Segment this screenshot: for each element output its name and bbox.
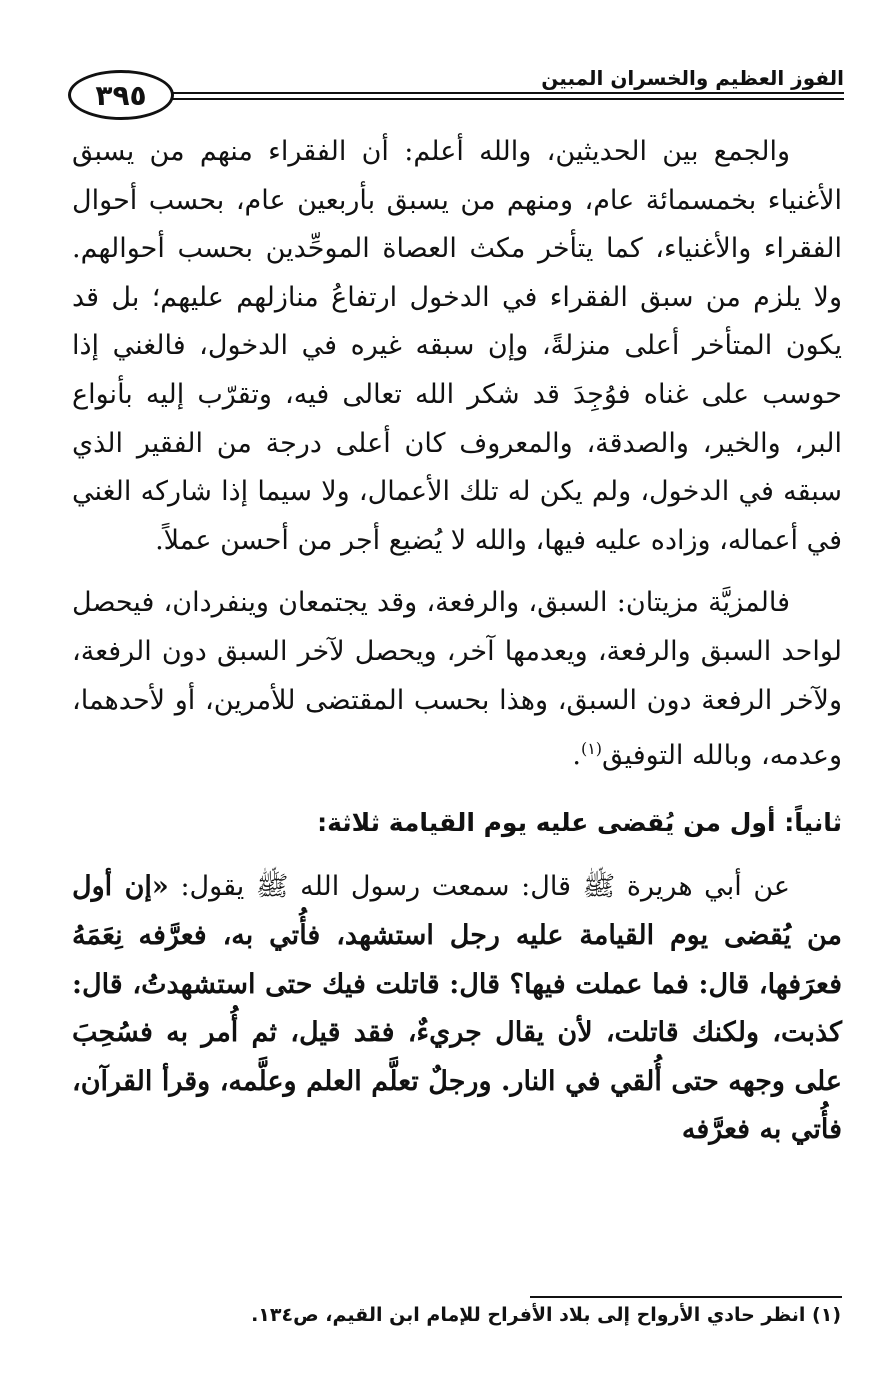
header-rule-top [172,92,844,94]
header-rule-bottom [172,98,844,100]
footnote-reference[interactable]: (١) [580,739,603,759]
section-heading: ثانياً: أول من يُقضى عليه يوم القيامة ثلاثة: [317,807,842,837]
page-header [68,66,844,128]
paragraph-3-intro: عن أبي هريرة ﷺ قال: سمعت رسول الله ﷺ يقول: [168,871,790,903]
paragraph-3 [72,863,842,1155]
hadith-text: «إن أول من يُقضى يوم القيامة عليه رجل استشهد، فأُتي به، فعرَّفه نِعَمَهُ فعرَفها، قال: فما عملت فيها؟ قال: قاتلت فيك حتى استشهدتُ، قال: كذبت، ولكنك قاتلت، لأن يقال جريءٌ، فقد قيل، ثم أُمر به فسُحِبَ على وجهه حتى أُلقي في النار. ورجلٌ تعلَّم العلم وعلَّمه، وقرأ القرآن، فأُتي به فعرَّفه [72,871,842,1146]
footnote: (١) انظر حادي الأرواح إلى بلاد الأفراح للإمام ابن القيم، ص١٣٤. [251,1304,841,1326]
paragraph-2-text: فالمزيَّة مزيتان: السبق، والرفعة، وقد يجتمعان وينفردان، فيحصل لواحد السبق والرفعة، ويعدمها آخر، ويحصل لآخر السبق دون الرفعة، ولآخر الرفعة دون السبق، وهذا بحسب المقتضى للأمرين، أو لأحدهما، وعدمه، وبالله التوفيق [72,587,842,772]
paragraph-1: والجمع بين الحديثين، والله أعلم: أن الفقراء منهم من يسبق الأغنياء بخمسمائة عام، ومنهم من يسبق بأربعين عام، بحسب أحوال الفقراء والأغنياء، كما يتأخر مكث العصاة الموحِّدين بحسب أحوالهم. ولا يلزم من سبق الفقراء في الدخول ارتفاعُ منازلهم عليهم؛ بل قد يكون المتأخر أعلى منزلةً، وإن سبقه غيره في الدخول، فالغني إذا حوسب على غناه فوُجِدَ قد شكر الله تعالى فيه، وتقرّب إليه بأنواع البر، والخير، والصدقة، والمعروف كان أعلى درجة من الفقير الذي سبقه في الدخول، ولم يكن له تلك الأعمال، ولا سيما إذا شاركه الغني في أعماله، وزاده عليه فيها، والله لا يُضيع أجر من أحسن عملاً. [72,136,842,556]
paragraph-2 [72,579,842,780]
page-body [72,128,842,1155]
page-number: ٣٩٥ [68,70,174,120]
footnote-divider [530,1296,842,1298]
paragraph-2-end: . [572,740,581,772]
book-title: الفوز العظيم والخسران المبين [535,66,844,90]
